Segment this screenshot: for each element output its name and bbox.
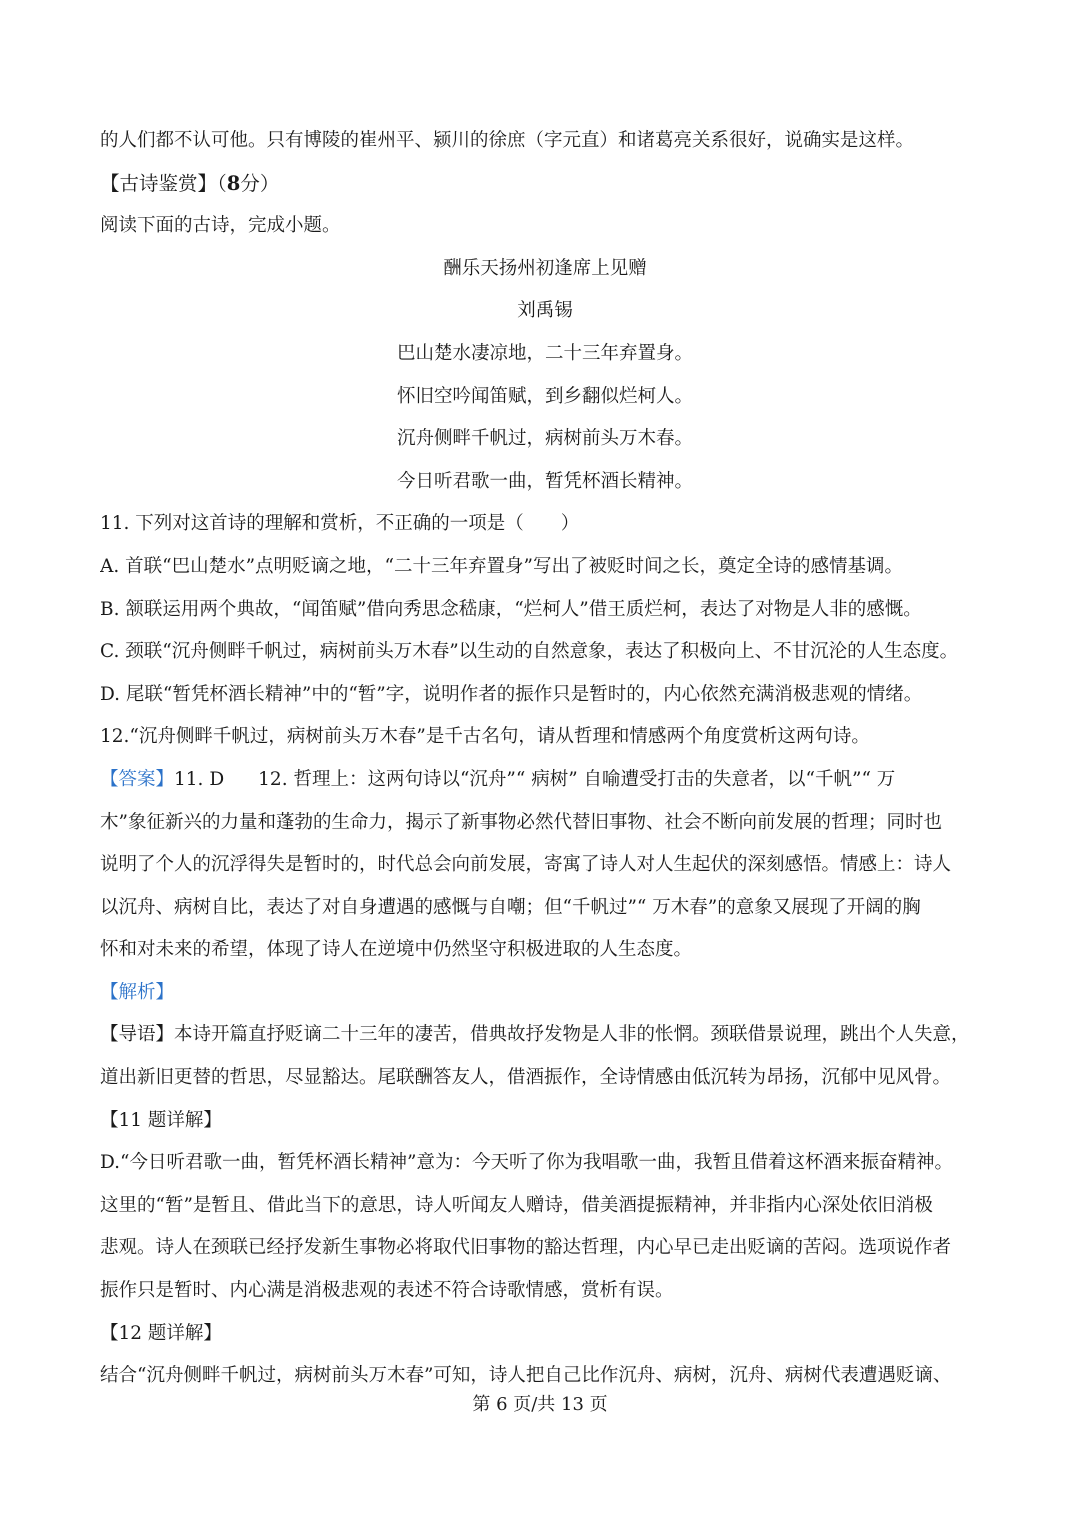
q12-detail-heading: 【12 题详解】	[100, 1322, 222, 1344]
poem-title: 酬乐天扬州初逢席上见赠	[443, 257, 647, 279]
option-b: B. 颔联运用两个典故，“闻笛赋”借向秀思念嵇康，“烂柯人”借王质烂柯，表达了对物是人非的感慨。	[100, 598, 922, 620]
section-points-unit: 分）	[240, 171, 280, 195]
guide-line: 道出新旧更替的哲思，尽显豁达。尾联酬答友人，借酒振作，全诗情感由低沉转为昂扬，沉郁中见风骨。	[100, 1067, 952, 1089]
poem-line: 今日听君歌一曲，暂凭杯酒长精神。	[396, 470, 693, 492]
q11-detail-line: 悲观。诗人在颈联已经抒发新生事物必将取代旧事物的豁达哲理，内心早已走出贬谪的苦闷。选项说作者	[100, 1237, 952, 1259]
q12-detail-line: 结合“沉舟侧畔千帆过，病树前头万木春”可知，诗人把自己比作沉舟、病树，沉舟、病树代表遭遇贬谪、	[100, 1365, 952, 1387]
q11-detail-line: 这里的“暂”是暂且、借此当下的意思，诗人听闻友人赠诗，借美酒提振精神，并非指内心深处依旧消极	[100, 1194, 933, 1216]
answer-q11: 11. D	[174, 768, 225, 790]
option-a: A. 首联“巴山楚水”点明贬谪之地，“二十三年弃置身”写出了被贬时间之长，奠定全诗的感情基调。	[100, 555, 903, 577]
answer-q12-line: 以沉舟、病树自比，表达了对自身遭遇的感慨与自嘲；但“千帆过”“ 万木春”的意象又展现了开阔的胸	[100, 896, 921, 918]
instruction: 阅读下面的古诗，完成小题。	[100, 215, 341, 237]
analysis-label: 【解析】	[100, 981, 175, 1003]
answer-q12-line: 12. 哲理上：这两句诗以“沉舟”“ 病树” 自喻遭受打击的失意者，以“千帆”“ 万	[258, 768, 896, 790]
poem-line: 沉舟侧畔千帆过，病树前头万木春。	[396, 428, 693, 450]
guide-line: 【导语】本诗开篇直抒贬谪二十三年的凄苦，借典故抒发物是人非的怅惘。颈联借景说理，跳出个人失意，	[100, 1024, 970, 1046]
page-footer: 第 6 页/共 13 页	[472, 1394, 608, 1415]
poem-author: 刘禹锡	[517, 300, 573, 322]
option-d: D. 尾联“暂凭杯酒长精神”中的“暂”字，说明作者的振作只是暂时的，内心依然充满消极悲观的情绪。	[100, 683, 923, 705]
q11-detail-line: 振作只是暂时、内心满是消极悲观的表述不符合诗歌情感，赏析有误。	[100, 1280, 674, 1302]
section-title: 【古诗鉴赏】（	[100, 171, 227, 195]
answer-line	[100, 759, 990, 802]
answer-q12-line: 木”象征新兴的力量和蓬勃的生命力，揭示了新事物必然代替旧事物、社会不断向前发展的哲理；同时也	[100, 811, 942, 833]
option-c: C. 颈联“沉舟侧畔千帆过，病树前头万木春”以生动的自然意象，表达了积极向上、不甘沉沦的人生态度。	[100, 641, 959, 663]
q11-detail-line: D.“今日听君歌一曲，暂凭杯酒长精神”意为：今天听了你为我唱歌一曲，我暂且借着这杯酒来振奋精神。	[100, 1152, 953, 1174]
poem-line: 怀旧空吟闻笛赋，到乡翻似烂柯人。	[396, 385, 693, 407]
q11-detail-heading: 【11 题详解】	[100, 1109, 222, 1131]
answer-label: 【答案】	[100, 768, 175, 790]
poem-line: 巴山楚水凄凉地，二十三年弃置身。	[396, 342, 693, 364]
question-12-stem: 12.“沉舟侧畔千帆过，病树前头万木春”是千古名句，请从哲理和情感两个角度赏析这两句诗。	[100, 726, 870, 748]
document-body	[100, 120, 990, 1398]
answer-q12-line: 说明了个人的沉浮得失是暂时的，时代总会向前发展，寄寓了诗人对人生起伏的深刻感悟。情感上：诗人	[100, 854, 952, 876]
section-points: 8	[226, 171, 241, 195]
question-11-stem: 11. 下列对这首诗的理解和赏析，不正确的一项是（ ）	[100, 513, 580, 535]
section-heading	[100, 163, 990, 206]
answer-q12-line: 怀和对未来的希望，体现了诗人在逆境中仍然坚守积极进取的人生态度。	[100, 939, 693, 961]
intro-line: 的人们都不认可他。只有博陵的崔州平、颍川的徐庶（字元直）和诸葛亮关系很好，说确实是这样。	[100, 130, 915, 151]
